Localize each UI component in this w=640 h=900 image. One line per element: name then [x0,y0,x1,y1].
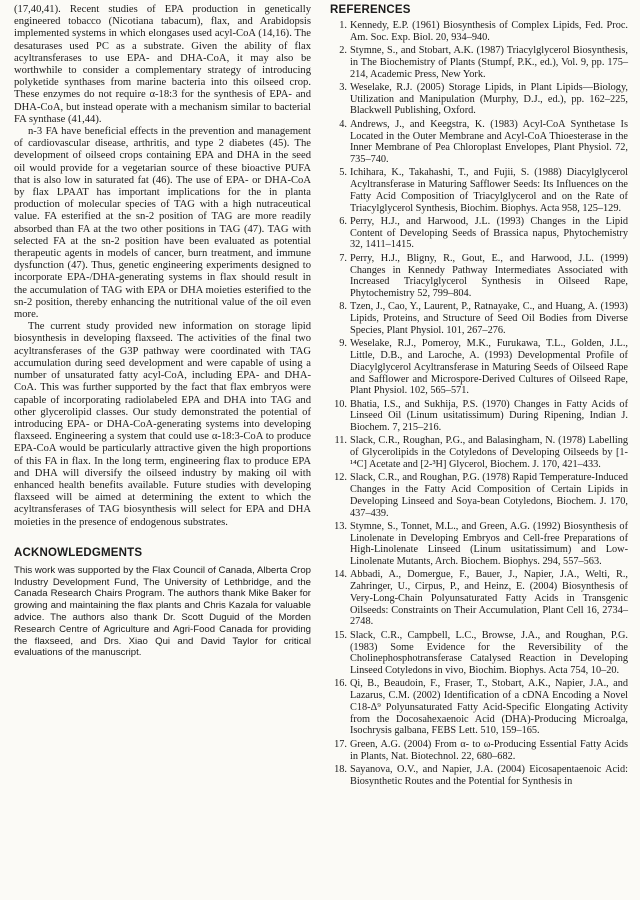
reference-item [330,569,628,628]
reference-number: 7. [339,252,347,264]
reference-number: 8. [339,301,347,313]
reference-number: 1. [339,20,347,31]
reference-number: 9. [339,338,347,350]
reference-number: 15. [334,629,347,641]
references-heading: REFERENCES [330,4,411,16]
reference-number: 5. [339,167,347,179]
reference-text: Weselake, R.J., Pomeroy, M.K., Furukawa, T.L., Golden, J.L., Little, D.B., and Laroche, A. (1993) Developmental Profile of Diacylglycerol Acyltransferase in Maturing Seeds of Oilseed Rape and Safflower and Microspore-Derived Cultures of Oilseed Rape, Plant Physiol. 102, 565–571. [350,338,628,397]
acknowledgments-heading: ACKNOWLEDGMENTS [14,546,143,559]
reference-item [330,20,628,44]
reference-number: 4. [339,118,347,130]
reference-number: 6. [339,215,347,227]
reference-text: Bhatia, I.S., and Sukhija, P.S. (1970) Changes in Fatty Acids of Linseed Oil (Linum usitatissimum) During Ripening, Indian J. Biochem. 7, 215–216. [350,398,628,434]
reference-text: Stymne, S., and Stobart, A.K. (1987) Triacylglycerol Biosynthesis, in The Biochemistry of Plants (Stumpf, P.K., ed.), Vol. 9, pp. 175–214, Academic Press, New York. [350,45,628,80]
reference-item [330,435,628,470]
reference-text: Perry, H.J., and Harwood, J.L. (1993) Changes in the Lipid Content of Developing Seeds of Brassica napus, Phytochemistry 32, 1411–1415. [350,215,628,251]
reference-item [330,301,628,336]
reference-number: 12. [334,472,347,484]
reference-item [330,472,628,519]
reference-number: 17. [334,738,347,750]
reference-item [330,216,628,251]
reference-item [330,167,628,214]
reference-number: 2. [339,45,347,57]
reference-text: Slack, C.R., and Roughan, P.G. (1978) Rapid Temperature-Induced Changes in the Fatty Acid Composition of Certain Lipids in Developing Linseed and Soya-bean Cotyledons, Biochem. J. 170, 437–439. [350,472,628,519]
reference-text: Abbadi, A., Domergue, F., Bauer, J., Napier, J.A., Welti, R., Zahringer, U., Cirpus, P., and Heinz, E. (2004) Biosynthesis of Very-Long-Chain Polyunsaturated Fatty Acids in Transgenic Oilseeds: Constraints on Their Accumulation, Plant Cell 16, 2734–2748. [350,569,628,628]
reference-text: Sayanova, O.V., and Napier, J.A. (2004) Eicosapentaenoic Acid: Biosynthetic Routes and the Potential for Synthesis in [350,763,628,787]
reference-text: Andrews, J., and Keegstra, K. (1983) Acyl-CoA Synthetase Is Located in the Outer Membrane and Acyl-CoA Thioesterase in the Inner Membrane of Pea Chloroplast Envelopes, Plant Physiol. 72, 735–740. [350,118,628,166]
reference-item [330,739,628,763]
reference-number: 18. [334,763,347,775]
reference-number: 14. [334,569,347,581]
acknowledgments-text: This work was supported by the Flax Council of Canada, Alberta Crop Industry Development Fund, The University of Lethbridge, and the Canada Research Chairs Program. The authors thank Mike Baker for growing and maintaining the flax plants and Chris Kazala for valuable advice. The authors also thank Dr. Scott Duguid of the Morden Research Centre of Agriculture and Agri-Food Canada for providing the flaxseed, and Drs. Xiao Qui and David Taylor for critical evaluations of the manuscript. [14,564,311,659]
reference-text: Slack, C.R., Roughan, P.G., and Balasingham, N. (1978) Labelling of Glycerolipids in the Cotyledons of Developing Oilseeds by [1-¹⁴C] Acetate and [2-³H] Glycerol, Biochem. J. 170, 421–433. [350,435,628,470]
reference-text: Weselake, R.J. (2005) Storage Lipids, in Plant Lipids—Biology, Utilization and Manipulation (Murphy, D.J., ed.), pp. 162–225, Blackwell Publishing, Oxford. [350,81,628,117]
reference-text: Perry, H.J., Bligny, R., Gout, E., and Harwood, J.L. (1999) Changes in Kennedy Pathway Intermediates Associated with Increased Triacylglycerol Synthesis in Oilseed Rape, Phytochemistry 52, 799–804. [350,252,628,300]
reference-text: Green, A.G. (2004) From α- to ω-Producing Essential Fatty Acids in Plants, Nat. Biotechnol. 22, 680–682. [350,738,628,762]
left-column [14,4,311,659]
body-paragraph-3: The current study provided new information on storage lipid biosynthesis in developing flaxseed. The activities of the final two acyltransferases of the G3P pathway were coordinated with TAG accumulation during seed development and were capable of using a number of unsaturated fatty acyl-CoA, including EPA- and DHA-CoA. This was further supported by the fact that flax embryos were capable of incorporating radiolabeled EPA and DHA into TAG and other glycerolipid classes. Our study demonstrated the potential of introducing EPA- or DHA-CoA-generating systems into developing flaxseed. Engineering a system that could use α-18:3-CoA to produce EPA-CoA would be particularly attractive given the high proportions of this FA in flax. In the long term, engineering flax to produce EPA and DHA will diversify the oilseed industry by making oil with enhanced health benefits available. Future studies with developing flaxseed will be aimed at determining the extent to which the acyltransferases of TAG biosynthesis will select for EPA and DHA moieties in the presence of endogenous substrates. [14,321,311,528]
reference-text: Slack, C.R., Campbell, L.C., Browse, J.A., and Roughan, P.G. (1983) Some Evidence for the Reversibility of the Cholinephosphotransferase Catalysed Reaction in Developing Linseed Cotyledons in vivo, Biochim. Biophys. Acta 754, 10–20. [350,629,628,677]
reference-text: Ichihara, K., Takahashi, T., and Fujii, S. (1988) Diacylglycerol Acyltransferase in Maturing Safflower Seeds: Its Influences on the Fatty Acid Composition of Triacylglycerol and on the Rate of Triacylglycerol Synthesis, Biochim. Biophys. Acta 958, 125–129. [350,167,628,214]
reference-number: 11. [334,435,347,447]
reference-item [330,119,628,166]
reference-item [330,521,628,568]
references-column [330,4,628,789]
reference-number: 3. [339,81,347,93]
reference-item [330,678,628,737]
reference-list [330,20,628,787]
reference-item [330,764,628,788]
reference-item [330,399,628,434]
reference-item [330,45,628,80]
body-paragraph-2: n-3 FA have beneficial effects in the prevention and management of cardiovascular disease, arthritis, and type 2 diabetes (45). The development of oilseed crops containing EPA and DHA in the seed oil would provide for a vegetarian source of these bioactive PUFA that is also low in saturated fat (46). The use of EPA- or DHA-CoA by flax LPAAT has important implications for the in planta production of molecular species of TAG with a high nutraceutical value. FA esterified at the sn-2 position of TAG are more readily absorbed than FA at the two other positions in TAG (47). TAG with selected FA at the sn-2 position have been evaluated as potential therapeutic agents in models of cancer, burn treatment, and immune dysfunction (47). Thus, genetic engineering experiments designed to incorporate EPA-/DHA-generating systems in flax should result in the accumulation of TAG with EPA or DHA moieties esterified to the sn-2 position, thereby enhancing the nutritional value of the oil even more. [14,126,311,321]
reference-item [330,338,628,397]
body-paragraph-1: (17,40,41). Recent studies of EPA production in genetically engineered tobacco (Nicotiana tabacum), flax, and Arabidopsis implemented systems in which elongases used acyl-CoA (14,16). The desaturases used PC as a substrate. Given the ability of flax acyltransferases to use EPA- and DHA-CoA, it may also be worthwhile to consider a complementary strategy of introducing polyketide synthases from marine bacteria into this oilseed crop. These enzymes do not require α-18:3 for the synthesis of EPA- and DHA-CoA, but instead operate with a mechanism similar to bacterial FA synthase (41,44). [14,4,311,125]
reference-number: 13. [334,520,347,532]
reference-text: Stymne, S., Tonnet, M.L., and Green, A.G. (1992) Biosynthesis of Linolenate in Developing Embryos and Cell-free Preparations of High-Linolenate Linseed (Linum usitatissimum) and Low-Linolenate Mutants, Arch. Biochem. Biophys. 294, 557–563. [350,520,628,568]
reference-text: Kennedy, E.P. (1961) Biosynthesis of Complex Lipids, Fed. Proc. Am. Soc. Exp. Biol. 20, 934–940. [350,20,628,43]
reference-number: 10. [334,398,347,410]
reference-text: Tzen, J., Cao, Y., Laurent, P., Ratnayake, C., and Huang, A. (1993) Lipids, Proteins, and Structure of Seed Oil Bodies from Diverse Species, Plant Physiol. 101, 267–276. [350,301,628,336]
reference-item [330,253,628,300]
reference-number: 16. [334,678,347,690]
reference-text: Qi, B., Beaudoin, F., Fraser, T., Stobart, A.K., Napier, J.A., and Lazarus, C.M. (2002) Identification of a cDNA Encoding a Novel C18-Δ⁹ Polyunsaturated Fatty Acid-Specific Elongating Activity from the Docosahexaenoic Acid (DHA)-Producing Microalga, Isochrysis galbana, FEBS Lett. 510, 159–165. [350,678,628,737]
reference-item [330,630,628,677]
reference-item [330,82,628,117]
